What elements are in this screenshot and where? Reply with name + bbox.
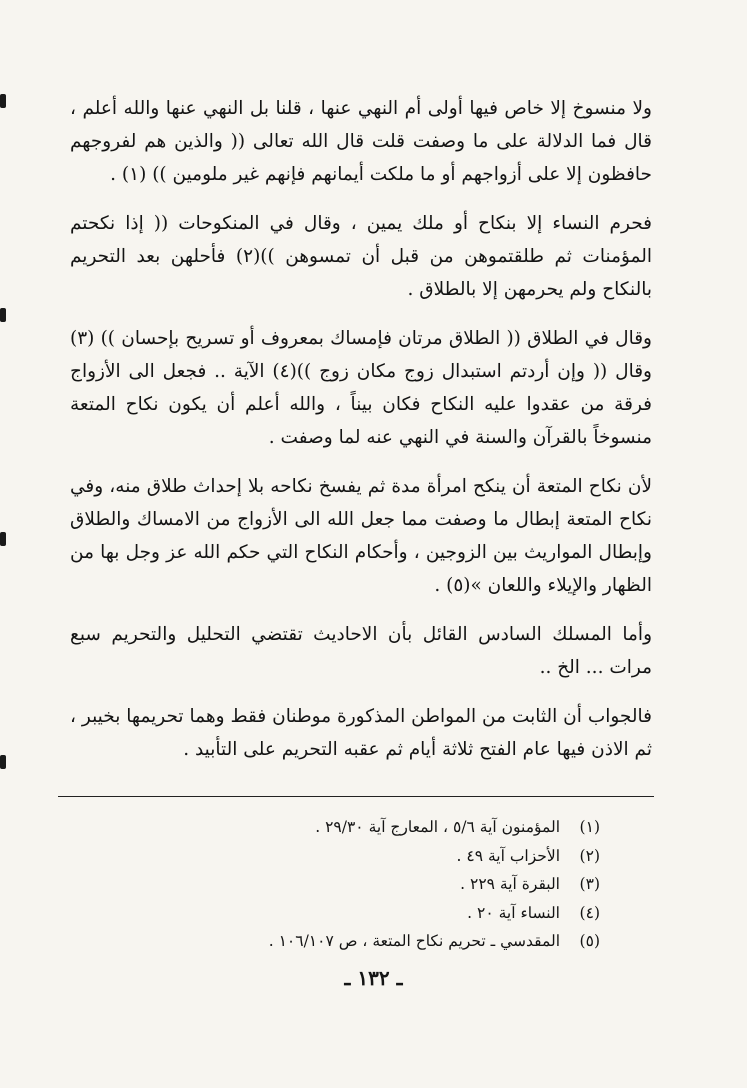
margin-mark xyxy=(0,94,6,108)
paragraph: فالجواب أن الثابت من المواطن المذكورة موطنان فقط وهما تحريمها بخيبر ، ثم الاذن فيها عام الفتح ثلاثة أيام ثم عقبه التحريم على التأبيد . xyxy=(70,706,652,760)
paragraph: وقال في الطلاق (( الطلاق مرتان فإمساك بمعروف أو تسريح بإحسان )) (٣) وقال (( وإن أردتم استبدال زوج مكان زوج ))(٤) الآية .. فجعل الى الأزواج فرقة من عقدوا عليه النكاح فكان بيناً ، والله أعلم أن يكون نكاح المتعة منسوخاً بالقرآن والسنة في النهي عنه لما وصفت . xyxy=(70,328,652,448)
footnote-item xyxy=(150,842,600,871)
footnote-text: المؤمنون آية ٥/٦ ، المعارج آية ٢٩/٣٠ . xyxy=(315,818,560,836)
footnote-text: النساء آية ٢٠ . xyxy=(467,903,560,922)
footnote-item xyxy=(150,927,600,956)
footnote-number: (٤) xyxy=(579,903,600,922)
footnote-item xyxy=(150,870,600,899)
margin-mark xyxy=(0,532,6,546)
footnote-text: الأحزاب آية ٤٩ . xyxy=(456,846,560,865)
page-number: ـ ١٣٢ ـ xyxy=(344,966,403,990)
paragraph: لأن نكاح المتعة أن ينكح امرأة مدة ثم يفسخ نكاحه بلا إحداث طلاق منه، وفي نكاح المتعة إبطال ما وصفت مما جعل الله الى الأزواج من الامساك والطلاق وإبطال المواريث بين الزوجين ، وأحكام النكاح التي حكم الله عز وجل بها من الظهار والإيلاء واللعان »(٥) . xyxy=(70,476,652,596)
paragraph: وأما المسلك السادس القائل بأن الاحاديث تقتضي التحليل والتحريم سبع مرات ... الخ .. xyxy=(70,624,652,678)
footnote-text: البقرة آية ٢٢٩ . xyxy=(460,875,560,893)
margin-mark xyxy=(0,308,6,322)
footnotes xyxy=(150,813,600,956)
footnote-text: المقدسي ـ تحريم نكاح المتعة ، ص ١٠٦/١٠٧ . xyxy=(268,932,560,950)
body-text xyxy=(70,92,652,782)
footnote-number: (٢) xyxy=(579,846,600,865)
footnote-number: (١) xyxy=(579,818,600,836)
paragraph: فحرم النساء إلا بنكاح أو ملك يمين ، وقال في المنكوحات (( إذا نكحتم المؤمنات ثم طلقتموهن من قبل أن تمسوهن ))(٢) فأحلهن بعد التحريم بالنكاح ولم يحرمهن إلا بالطلاق . xyxy=(70,213,653,300)
paragraph: ولا منسوخ إلا خاص فيها أولى أم النهي عنها ، قلنا بل النهي عنها والله أعلم ، قال فما الدلالة على ما وصفت قلت قال الله تعالى (( والذين هم لفروجهم حافظون إلا على أزواجهم أو ما ملكت أيمانهم فإنهم غير ملومين )) (١) . xyxy=(70,98,652,185)
margin-mark xyxy=(0,755,6,769)
footnote-divider xyxy=(58,796,654,797)
footnote-number: (٣) xyxy=(579,875,600,893)
footnote-item xyxy=(150,813,600,842)
footnote-item xyxy=(150,899,600,928)
footnote-number: (٥) xyxy=(579,932,600,950)
